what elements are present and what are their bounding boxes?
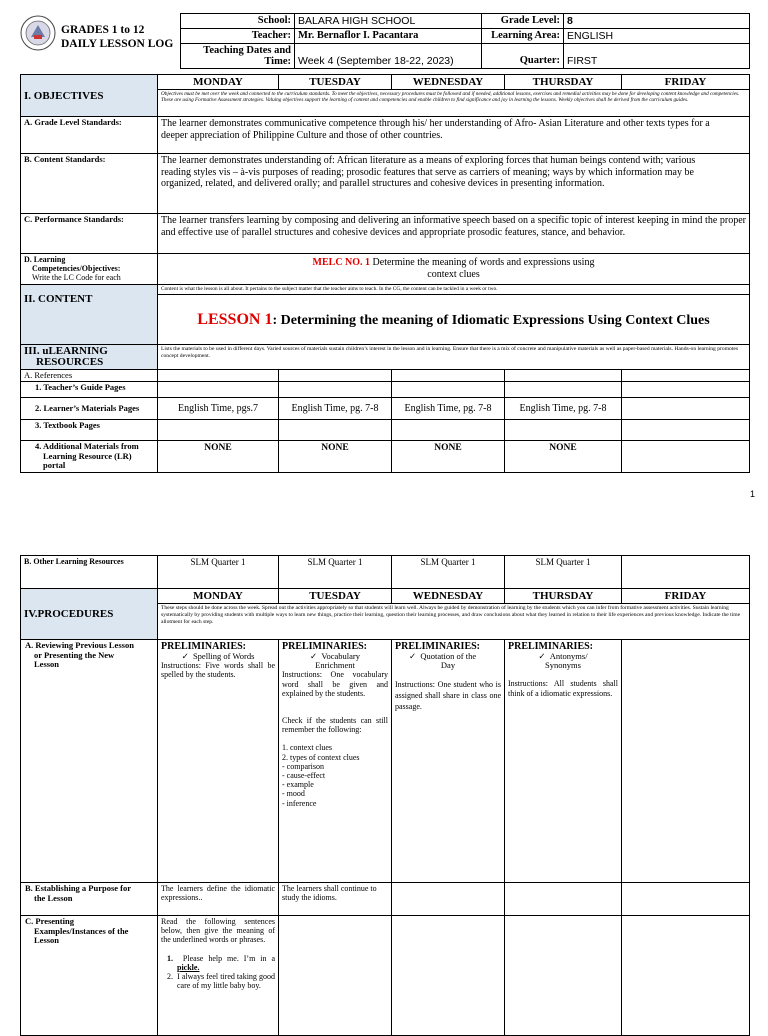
dates-label-line1: Teaching Dates and xyxy=(203,45,291,56)
ref-empty xyxy=(279,370,392,382)
wed-instr: Instructions: One student who is assigned shall share in class one passage. xyxy=(395,680,501,712)
other-resources-label: B. Other Learning Resources xyxy=(21,556,158,589)
main-table-page1 xyxy=(20,74,750,473)
establishing-friday xyxy=(622,883,750,916)
check-icon: ✓ xyxy=(538,651,550,661)
ref-empty xyxy=(622,370,750,382)
rev-line3: Lesson xyxy=(34,659,60,669)
establishing-label xyxy=(21,883,158,916)
day-thursday: THURSDAY xyxy=(505,75,622,90)
pres-item-2: 2. I always feel tired taking good care of my little baby boy. xyxy=(167,972,275,991)
tg-empty xyxy=(622,382,750,398)
header-table xyxy=(180,13,750,69)
pres-item-1: 1. Please help me. I’m in a pickle. xyxy=(167,953,276,972)
melc-cell xyxy=(158,254,750,285)
ref-empty xyxy=(505,370,622,382)
p2-day-thursday: THURSDAY xyxy=(505,589,622,604)
tue-instr: Instructions: One vocabulary word shall be given and explained by the students. xyxy=(282,670,388,698)
day-monday: MONDAY xyxy=(158,75,279,90)
school-value: BALARA HIGH SCHOOL xyxy=(295,14,482,29)
lm-tuesday: English Time, pg. 7-8 xyxy=(279,398,392,420)
tg-empty xyxy=(392,382,505,398)
p2-day-tuesday: TUESDAY xyxy=(279,589,392,604)
cs-line1: The learner demonstrates understanding of: African literature as a means of exploring forces that human beings contend with; various xyxy=(161,155,696,166)
rev-line2: or Presenting the New xyxy=(34,649,115,660)
check-icon: ✓ xyxy=(310,651,322,661)
am-line3: portal xyxy=(43,460,66,470)
reviewing-friday xyxy=(622,640,750,883)
cs-line2: reading styles vis – à-vis purposes of reading; prosodic features that serve as carriers of meaning; ways by which information may be xyxy=(161,166,694,178)
reviewing-wednesday xyxy=(392,640,505,883)
main-table-page2 xyxy=(20,555,750,1036)
grade-level-standards-text xyxy=(158,117,750,154)
pres-line3: Lesson xyxy=(34,935,60,945)
am-friday xyxy=(622,441,750,473)
content-title: II. CONTENT xyxy=(21,285,158,345)
establishing-wednesday xyxy=(392,883,505,916)
resources-note: Lists the materials to be used in different days. Varied sources of materials sustain children’s interest in the lesson and in learning. Ensure that there is a mix of concrete and manipulative materials as well as paper-based materials. Hands-on learning promotes concept development. xyxy=(158,345,750,370)
reviewing-monday xyxy=(158,640,279,883)
resources-title xyxy=(21,345,158,370)
teacher-value: Mr. Bernaflor I. Pacantara xyxy=(295,29,482,44)
mon-item-text: Spelling of Words xyxy=(192,651,255,661)
tue-list-item: 1. context clues xyxy=(282,743,332,753)
gls-line2: deeper appreciation of Philippine Culture and those of other countries. xyxy=(161,129,443,141)
additional-materials-label xyxy=(21,441,158,473)
deped-seal xyxy=(20,15,56,51)
day-wednesday: WEDNESDAY xyxy=(392,75,505,90)
pres-item-2-text: I always feel tired taking good care of my little baby boy. xyxy=(177,972,275,991)
lesson-label: LESSON 1 xyxy=(197,310,273,328)
content-note: Content is what the lesson is all about. It pertains to the subject matter that the teacher aims to teach. In the CG, the content can be tackled in a week or two. xyxy=(158,285,750,295)
tb-empty xyxy=(279,420,392,441)
establishing-tuesday: The learners shall continue to study the idioms. xyxy=(279,883,392,916)
lm-wednesday: English Time, pg. 7-8 xyxy=(392,398,505,420)
pres-item-1-underlined: pickle. xyxy=(177,962,200,972)
learning-area-label: Learning Area: xyxy=(482,29,564,44)
tue-list-item: - inference xyxy=(282,798,317,808)
tue-item-text2: Enrichment xyxy=(315,660,355,671)
thu-item-text1: Antonyms/ xyxy=(549,651,588,661)
lesson-cell xyxy=(158,295,750,345)
learning-competencies-label xyxy=(21,254,158,285)
gls-line1: The learner demonstrates communicative competence through his/ her understanding of Afro- Asian Literature and other texts types for a xyxy=(161,118,710,129)
tue-list xyxy=(282,743,388,807)
lc-line1: D. Learning xyxy=(24,255,66,264)
objectives-note: Objectives must be met over the week and connected to the curriculum standards. To meet the objectives, necessary procedures must be followed and if needed, additional lessons, exercises and remedial activities may be done for developing content knowledge and competencies. These are using Formative Assessment strategies. Valuing objectives support the learning of content and competencies and enable children to find significance and joy in learning the lessons. Weekly objectives shall be derived from the curriculum guides. xyxy=(158,90,750,117)
school-label: School: xyxy=(181,14,295,29)
tg-empty xyxy=(158,382,279,398)
dates-value: Week 4 (September 18-22, 2023) xyxy=(295,44,482,69)
grade-level-standards-label: A. Grade Level Standards: xyxy=(21,117,158,154)
wed-item-text2: Day xyxy=(440,660,456,671)
melc-text-2: context clues xyxy=(427,269,480,280)
grade-level-value: 8 xyxy=(564,14,750,29)
rev-line1: A. Reviewing Previous Lesson xyxy=(25,640,134,650)
performance-standards-text: The learner transfers learning by composing and delivering an informative speech based on a specific topic of interest keeping in mind the proper and effective use of parallel structures and cohesive devices and appropriate prosodic features, stance, and behavior. xyxy=(158,214,750,254)
day-tuesday: TUESDAY xyxy=(279,75,392,90)
melc-number: MELC NO. 1 xyxy=(312,257,371,268)
tue-check: Check if the students can still remember the following: xyxy=(282,716,388,735)
lm-monday: English Time, pgs.7 xyxy=(158,398,279,420)
reviewing-thursday xyxy=(505,640,622,883)
grades-title: GRADES 1 to 12 xyxy=(61,24,145,36)
lc-line3: Write the LC Code for each xyxy=(32,273,121,282)
pres-intro: Read the following sentences below, then give the meaning of the underlined words or phrases. xyxy=(161,917,275,945)
am-tuesday: NONE xyxy=(279,441,392,473)
presenting-thursday xyxy=(505,916,622,1036)
learners-materials-label: 2. Learner’s Materials Pages xyxy=(21,398,158,420)
p2-day-wednesday: WEDNESDAY xyxy=(392,589,505,604)
teacher-label: Teacher: xyxy=(181,29,295,44)
tue-list-item: 2. types of context clues xyxy=(282,752,360,762)
presenting-tuesday xyxy=(279,916,392,1036)
tb-empty xyxy=(505,420,622,441)
am-monday: NONE xyxy=(158,441,279,473)
melc-text: Determine the meaning of words and expressions using xyxy=(370,257,595,268)
thu-item-text2: Synonyms xyxy=(545,660,581,671)
pres-item-1-text: Please help me. I’m in a xyxy=(182,953,276,963)
prelim-wed: PRELIMINARIES: xyxy=(395,641,481,652)
am-wednesday: NONE xyxy=(392,441,505,473)
tb-empty xyxy=(158,420,279,441)
pres-line2: Examples/Instances of the xyxy=(34,925,129,936)
presenting-friday xyxy=(622,916,750,1036)
prelim-tue: PRELIMINARIES: xyxy=(282,641,368,652)
slm-wednesday: SLM Quarter 1 xyxy=(392,556,505,589)
quarter-label: Quarter: xyxy=(482,44,564,69)
lesson-title: : Determining the meaning of Idiomatic Expressions Using Context Clues xyxy=(272,312,710,328)
am-line2: Learning Resource (LR) xyxy=(43,450,132,461)
presenting-monday xyxy=(158,916,279,1036)
check-icon: ✓ xyxy=(181,651,193,661)
procedures-title: IV.PROCEDURES xyxy=(21,589,158,640)
ref-empty xyxy=(392,370,505,382)
am-thursday: NONE xyxy=(505,441,622,473)
tue-item-text1: Vocabulary xyxy=(321,651,360,661)
am-line1: 4. Additional Materials from xyxy=(35,441,139,451)
mon-instr: Instructions: Five words shall be spelled by the students. xyxy=(161,661,275,680)
lm-thursday: English Time, pg. 7-8 xyxy=(505,398,622,420)
tb-empty xyxy=(392,420,505,441)
learning-area-value: ENGLISH xyxy=(564,29,750,44)
pres-line1: C. Presenting xyxy=(25,916,74,926)
check-icon: ✓ xyxy=(409,651,421,661)
day-friday: FRIDAY xyxy=(622,75,750,90)
slm-monday: SLM Quarter 1 xyxy=(158,556,279,589)
p2-day-friday: FRIDAY xyxy=(622,589,750,604)
cs-line3: organized, related, and delivered orally; and parallel structures and cohesive devices in presenting information. xyxy=(161,178,605,189)
textbook-label: 3. Textbook Pages xyxy=(21,420,158,441)
resources-title-line2: RESOURCES xyxy=(36,356,104,368)
grade-level-label: Grade Level: xyxy=(482,14,564,29)
p2-day-monday: MONDAY xyxy=(158,589,279,604)
references-label: A. References xyxy=(21,370,158,382)
prelim-thu: PRELIMINARIES: xyxy=(508,641,594,652)
thu-instr: Instructions: All students shall think of a idiomatic expressions. xyxy=(508,679,618,698)
tue-list-item: - example xyxy=(282,780,314,790)
presenting-wednesday xyxy=(392,916,505,1036)
objectives-title: I. OBJECTIVES xyxy=(21,75,158,117)
quarter-value: FIRST xyxy=(564,44,750,69)
ref-empty xyxy=(158,370,279,382)
dates-label xyxy=(181,44,295,69)
lc-line2: Competencies/Objectives: xyxy=(32,264,121,273)
content-standards-label: B. Content Standards: xyxy=(21,154,158,214)
establishing-monday: The learners define the idiomatic expressions.. xyxy=(158,883,279,916)
prelim-mon: PRELIMINARIES: xyxy=(161,641,247,652)
dll-title: DAILY LESSON LOG xyxy=(61,38,174,50)
reviewing-tuesday xyxy=(279,640,392,883)
tue-list-item: - mood xyxy=(282,789,305,799)
est-line2: the Lesson xyxy=(34,892,73,903)
teachers-guide-label: 1. Teacher’s Guide Pages xyxy=(21,382,158,398)
performance-standards-label: C. Performance Standards: xyxy=(21,214,158,254)
lm-friday xyxy=(622,398,750,420)
reviewing-label xyxy=(21,640,158,883)
tg-empty xyxy=(279,382,392,398)
est-line1: B. Establishing a Purpose for xyxy=(25,883,132,893)
slm-tuesday: SLM Quarter 1 xyxy=(279,556,392,589)
presenting-label xyxy=(21,916,158,1036)
tue-list-item: - cause-effect xyxy=(282,771,326,781)
wed-item-text1: Quotation of the xyxy=(420,651,477,661)
slm-thursday: SLM Quarter 1 xyxy=(505,556,622,589)
tg-empty xyxy=(505,382,622,398)
mon-item xyxy=(161,652,275,661)
slm-friday xyxy=(622,556,750,589)
resources-title-line1: III. uLEARNING xyxy=(24,345,108,357)
page-number: 1 xyxy=(750,489,756,499)
dates-label-line2: Time: xyxy=(264,56,291,67)
establishing-thursday xyxy=(505,883,622,916)
tue-list-item: - comparison xyxy=(282,761,324,771)
tb-empty xyxy=(622,420,750,441)
content-standards-text xyxy=(158,154,750,214)
procedures-note: These steps should be done across the week. Spread out the activities appropriately so that students will learn well. Always be guided by demonstration of learning by the students which you can infer from formative assessment activities. Sustain learning systematically by providing students with multiple ways to learn new things, practice their learning, question their learning processes, and draw conclusions about what they learned in relation to their life experiences and previous knowledge. Indicate the time allotment for each step. xyxy=(158,604,750,640)
